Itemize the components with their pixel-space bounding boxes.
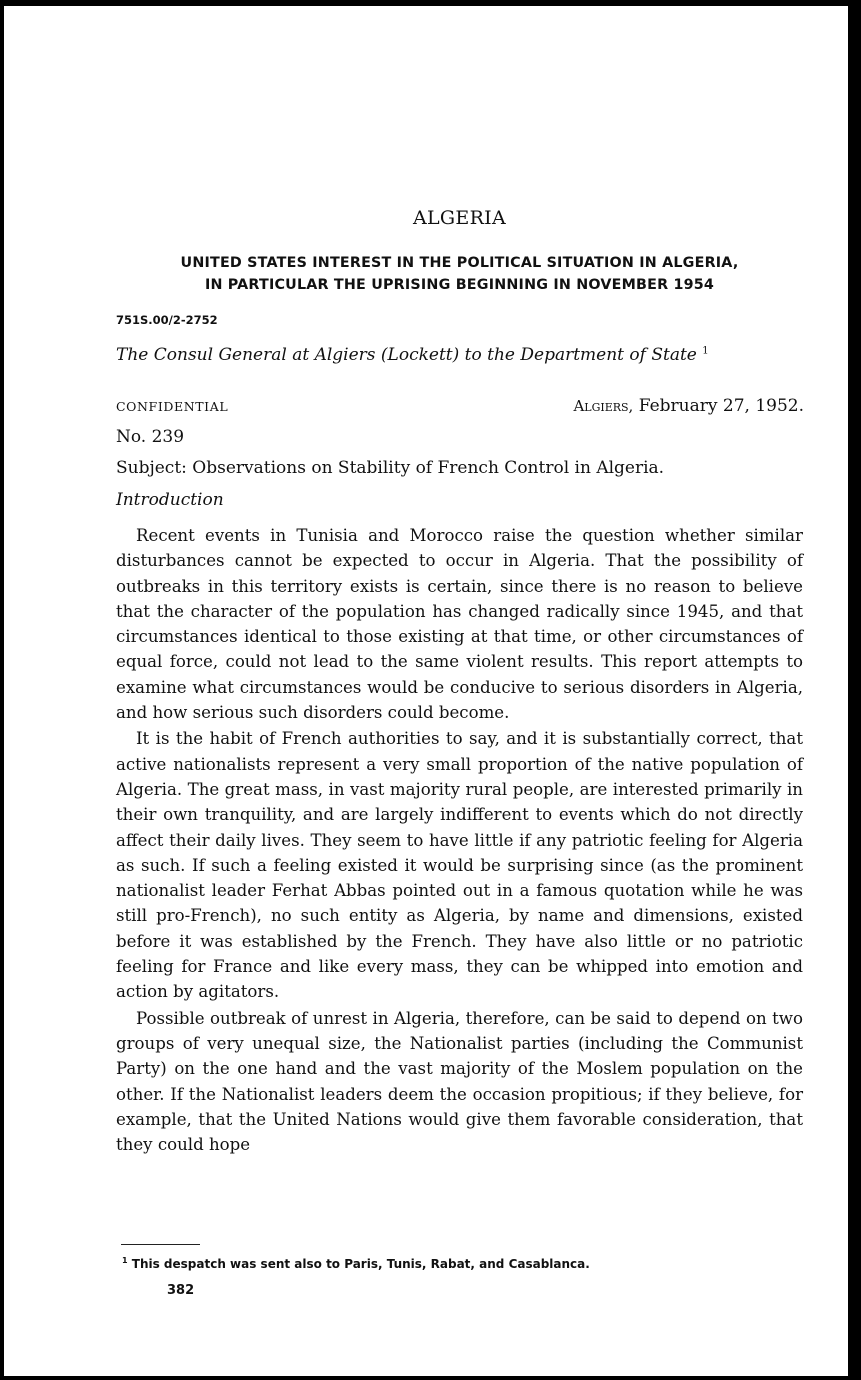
footnote-divider (121, 1244, 200, 1245)
sender-recipient-line (116, 345, 803, 365)
subtitle-line-2: IN PARTICULAR THE UPRISING BEGINNING IN NOVEMBER 1954 (204, 277, 715, 293)
subtitle-line-1: UNITED STATES INTEREST IN THE POLITICAL SITUATION IN ALGERIA, (180, 255, 739, 271)
footnote-number: 1 (122, 1256, 128, 1265)
paragraph: It is the habit of French authorities to say, and it is substantially correct, that active nationalists represent a very small proportion of the native population of Algeria. The great mass, in vast majority rural people, are interested primarily in their own tranquility, and are largely indifferent to events which do not directly affect their daily lives. They seem to have little if any patriotic feeling for Algeria as such. If such a feeling existed it would be surprising since (as the prominent nationalist leader Ferhat Abbas pointed out in a famous quotation while he was still pro-French), no such entity as Algeria, by name and dimensions, existed before it was established by the French. They have also little or no patriotic feeling for France and like every mass, they can be whipped into emotion and action by agitators. (116, 729, 803, 1002)
body-text (116, 523, 803, 1158)
document-page (4, 6, 848, 1376)
footnote-marker: 1 (702, 345, 709, 357)
paragraph: Possible outbreak of unrest in Algeria, therefore, can be said to depend on two groups of very unequal size, the Nationalist parties (including the Communist Party) on the one hand and the vast majority of the Moslem population on the other. If the Nationalist leaders deem the occasion propitious; if they believe, for example, that the United Nations would give them favorable consideration, that they could hope (116, 1008, 803, 1155)
document-title: ALGERIA (412, 207, 507, 229)
subject-line: Subject: Observations on Stability of French Control in Algeria. (116, 458, 665, 478)
section-heading: Introduction (116, 490, 224, 510)
paragraph: Recent events in Tunisia and Morocco raise the question whether similar disturbances cannot be expected to occur in Algeria. That the possibility of outbreaks in this territory exists is certain, since there is no reason to believe that the character of the population has changed radically since 1945, and that circumstances identical to those existing at that time, or other circumstances of equal force, could not lead to the same violent results. This report attempts to examine what circumstances would be conducive to serious disorders in Algeria, and how serious such disorders could become. (116, 526, 803, 723)
footnote (122, 1256, 809, 1271)
classification-label: CONFIDENTIAL (116, 399, 229, 414)
file-number: 751S.00/2-2752 (116, 313, 218, 327)
page-number: 382 (167, 1283, 195, 1298)
document-subtitle (116, 252, 803, 296)
footnote-text: This despatch was sent also to Paris, Tunis, Rabat, and Casablanca. (131, 1257, 590, 1271)
sender-recipient-text: The Consul General at Algiers (Lockett) to the Department of State (116, 345, 697, 365)
dateline (573, 396, 804, 416)
dateline-date: February 27, 1952. (638, 396, 804, 416)
dateline-place: Algiers, (573, 397, 634, 415)
despatch-number: No. 239 (116, 427, 185, 447)
